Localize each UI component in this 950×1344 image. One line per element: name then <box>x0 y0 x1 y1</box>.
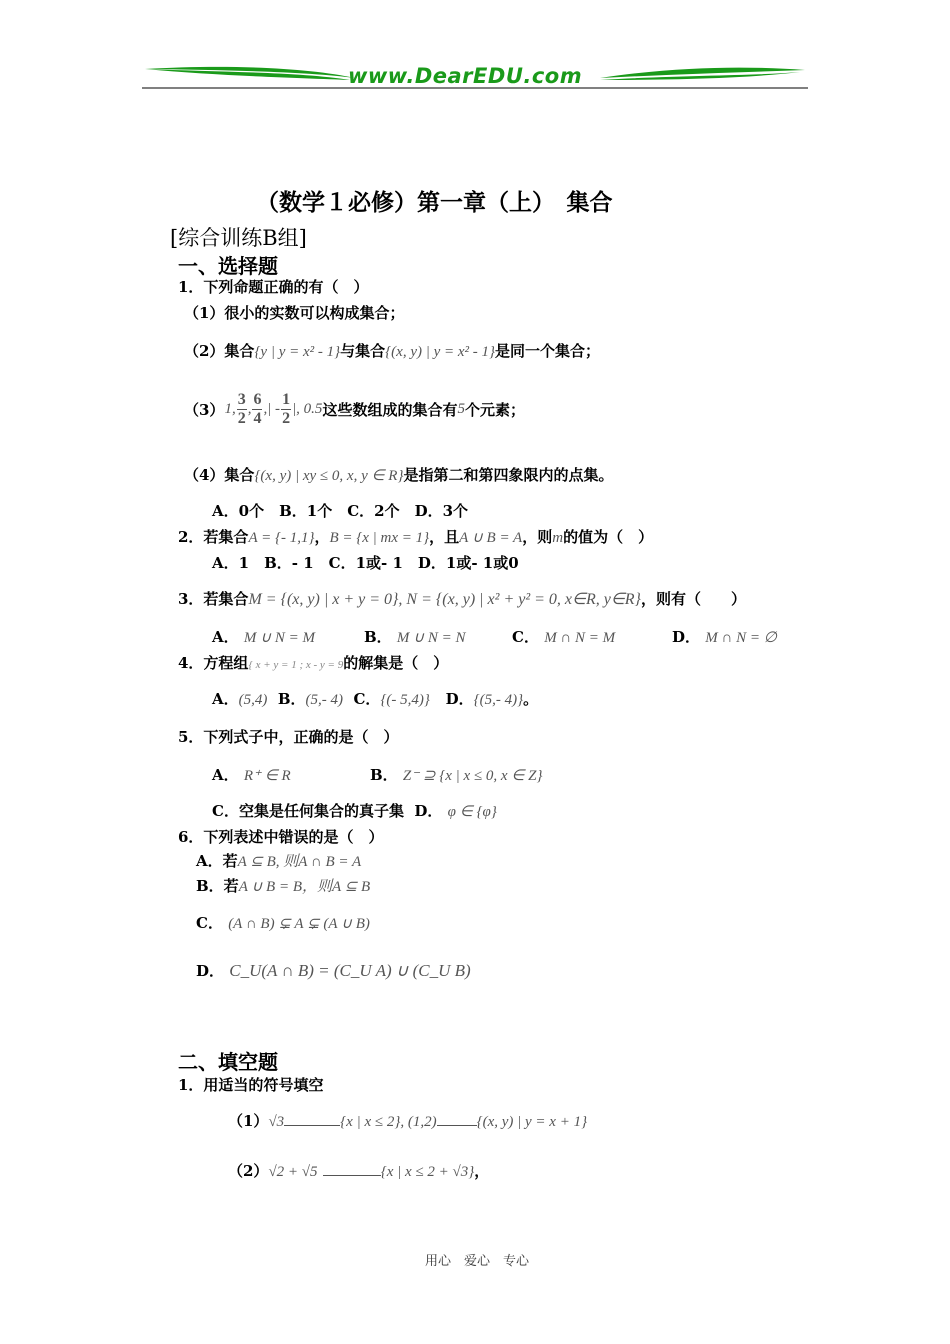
q6-stem: 6．下列表述中错误的是（ ） <box>178 828 384 846</box>
math-set: {y | y = x² - 1} <box>254 344 341 360</box>
page-footer: 用心 爱心 专心 <box>425 1254 530 1269</box>
q3-option-d: D． M ∩ N = ∅ <box>672 628 777 646</box>
q6-option-b: B．若A ∪ B = B，则A ⊆ B <box>196 877 371 895</box>
q5-option-cd: C．空集是任何集合的真子集 D． φ ∈ {φ} <box>212 802 497 820</box>
q6-option-c: C． (A ∩ B) ⊊ A ⊊ (A ∪ B) <box>196 914 370 932</box>
fill-line-2: （2）√2 + √5 {x | x ≤ 2 + √3}， <box>228 1162 490 1180</box>
q1-statement-3: （3） 1, $\frac{3}{2}$ , $\frac{6}{4}$ , | - $\frac{1}{2}$ |, 0.5 这些数组成的集合有 5 个元素； <box>184 390 525 427</box>
q4-stem: 4．方程组{ x + y = 1 ; x - y = 9的解集是（ ） <box>178 654 449 672</box>
math-set: M = {(x, y) | x + y = 0}, N = {(x, y) | x² + y² = 0, x∈R, y∈R} <box>248 591 641 608</box>
q3-option-c: C． M ∩ N = M <box>512 628 616 646</box>
fraction: $\frac{6}{4}$ <box>253 390 262 427</box>
q1-stem: 1．下列命题正确的有（ ） <box>178 278 369 296</box>
answer-blank[interactable] <box>284 1111 340 1126</box>
q1-statement-1: （1）很小的实数可以构成集合； <box>184 304 405 322</box>
fraction: $\frac{1}{2}$ <box>282 390 291 427</box>
q1-options: A．0个 B．1个 C．2个 D．3个 <box>212 502 469 520</box>
q3-stem: 3．若集合M = {(x, y) | x + y = 0}, N = {(x, y) | x² + y² = 0, x∈R, y∈R}，则有（ ） <box>178 590 746 608</box>
fill-q1-stem: 1．用适当的符号填空 <box>178 1076 324 1094</box>
q2-stem: 2．若集合A = {- 1,1}，B = {x | mx = 1}，且A ∪ B = A，则m的值为（ ） <box>178 528 654 546</box>
q6-option-a: A．若A ⊆ B, 则A ∩ B = A <box>196 852 362 870</box>
q5-stem: 5．下列式子中，正确的是（ ） <box>178 728 399 746</box>
fill-line-1: （1）√3 {x | x ≤ 2}, (1,2) {(x, y) | y = x + 1} <box>228 1112 588 1130</box>
math-set: {(x, y) | xy ≤ 0, x, y ∈ R} <box>254 468 404 484</box>
section-heading-fill: 二、填空题 <box>178 1050 278 1074</box>
q4-options: A．(5,4) B．(5,- 4) C．{(- 5,4)} D．{(5,- 4)}。 <box>212 690 539 708</box>
q3-option-b: B． M ∪ N = N <box>364 628 466 646</box>
q1-statement-4: （4）集合{(x, y) | xy ≤ 0, x, y ∈ R}是指第二和第四象限内的点集。 <box>184 466 614 484</box>
q5-option-a: A． R⁺ ∈ R <box>212 766 291 784</box>
page-subtitle: [综合训练B组] <box>170 226 307 250</box>
q6-option-d: D． C_U(A ∩ B) = (C_U A) ∪ (C_U B) <box>196 961 471 980</box>
q5-option-b: B． Z⁻ ⊇ {x | x ≤ 0, x ∈ Z} <box>370 766 543 784</box>
q2-options: A．1 B．- 1 C．1或- 1 D．1或- 1或0 <box>212 554 519 572</box>
answer-blank[interactable] <box>323 1161 381 1176</box>
equation-system: { x + y = 1 ; x - y = 9 <box>248 659 344 671</box>
section-heading-choice: 一、选择题 <box>178 254 278 278</box>
q3-option-a: A． M ∪ N = M <box>212 628 315 646</box>
q1-statement-2: （2）集合{y | y = x² - 1}与集合{(x, y) | y = x² - 1}是同一个集合； <box>184 342 601 360</box>
math-set: {(x, y) | y = x² - 1} <box>385 344 496 360</box>
fraction: $\frac{3}{2}$ <box>237 390 246 427</box>
page-title: （数学１必修）第一章（上） 集合 <box>256 189 613 216</box>
site-logo-text: www.DearEDU.com <box>348 64 583 88</box>
answer-blank[interactable] <box>437 1111 477 1126</box>
